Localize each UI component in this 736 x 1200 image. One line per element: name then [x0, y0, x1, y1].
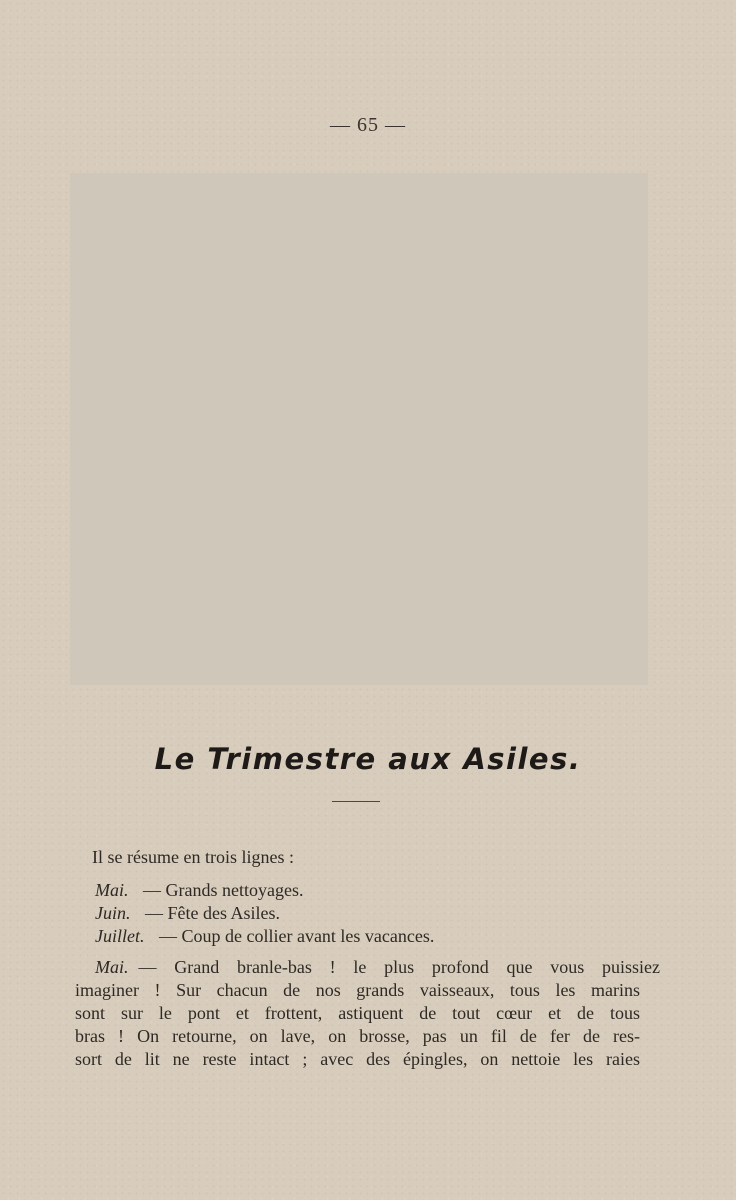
paragraph-line-text: — Grand branle-bas ! le plus profond que vous puissiez — [138, 957, 660, 977]
title-divider — [332, 801, 380, 802]
paragraph-line: bras ! On retourne, on lave, on brosse, pas un fil de fer de res- — [75, 1026, 640, 1046]
summary-month: Juin. — [95, 903, 131, 923]
paragraph-line — [75, 956, 660, 979]
summary-text: — Fête des Asiles. — [145, 903, 280, 923]
intro-line: Il se résume en trois lignes : — [92, 847, 294, 867]
summary-line — [95, 879, 640, 902]
summary-text: — Coup de collier avant les vacances. — [158, 926, 435, 946]
page-number: — 65 — — [330, 114, 406, 136]
summary-line — [95, 925, 640, 948]
paragraph — [75, 956, 660, 1071]
summary-text: — Grands nettoyages. — [143, 880, 304, 900]
body-text — [75, 846, 660, 1071]
illustration-area — [70, 173, 648, 685]
summary-line — [95, 902, 640, 925]
summary-month: Juillet. — [95, 926, 145, 946]
paragraph-line: sont sur le pont et frottent, astiquent de tout cœur et de tous — [75, 1003, 640, 1023]
paragraph-line: imaginer ! Sur chacun de nos grands vaisseaux, tous les marins — [75, 980, 640, 1000]
summary-month: Mai. — [95, 880, 129, 900]
paragraph-line: sort de lit ne reste intact ; avec des épingles, on nettoie les raies — [75, 1049, 640, 1069]
paragraph-month: Mai. — [95, 957, 129, 977]
section-title: Le Trimestre aux Asiles. — [154, 742, 582, 776]
